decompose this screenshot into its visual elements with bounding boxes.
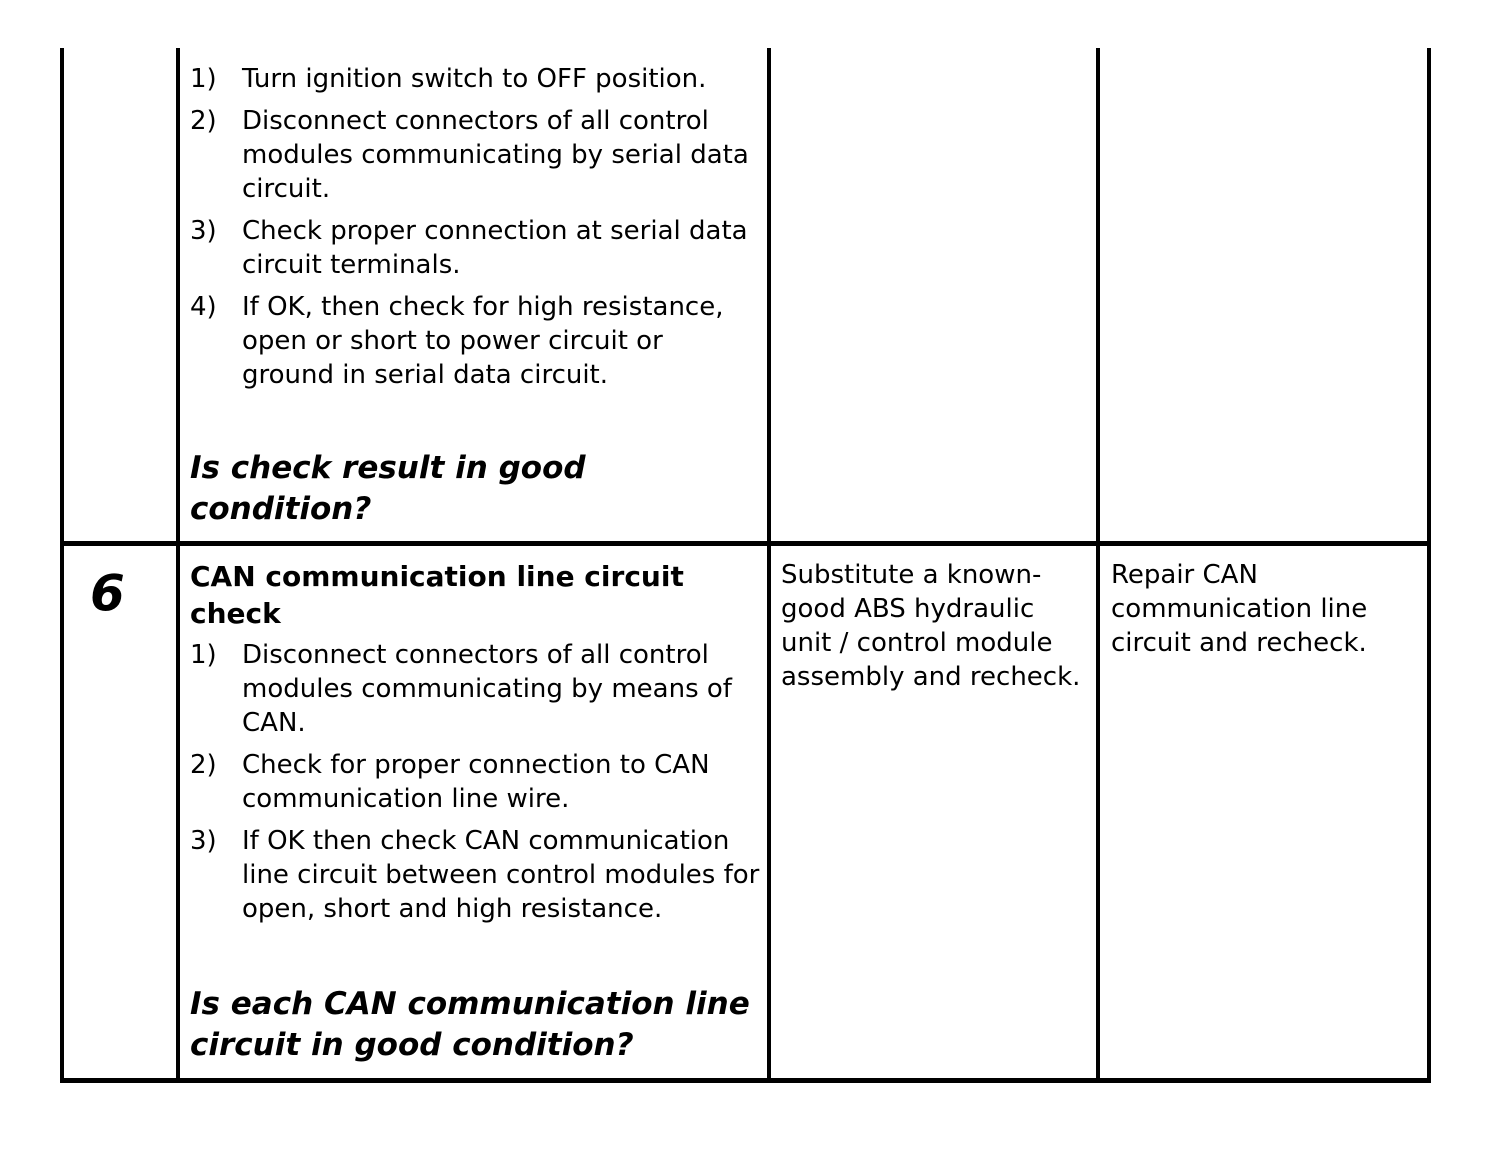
list-item: 3) Check proper connection at serial data circuit terminals.: [190, 216, 748, 280]
top-row-steps: [190, 62, 760, 392]
table-border-bottom: [60, 1078, 1431, 1083]
row6-question: Is each CAN communication line circuit in good condition?: [190, 986, 750, 1063]
list-item: 3) If OK then check CAN communication line circuit between control modules for open, short and high resistance.: [190, 826, 760, 924]
table-border-right: [1427, 48, 1431, 1083]
yes-action: Substitute a known-good ABS hydraulic unit / control module assembly and recheck.: [781, 560, 1081, 692]
list-item: 2) Check for proper connection to CAN communication line wire.: [190, 750, 710, 814]
row-divider: [60, 541, 1431, 546]
step-title: CAN communication line circuit check: [190, 560, 684, 630]
column-divider-1: [176, 48, 180, 1083]
top-row-procedure-cell: [190, 62, 760, 400]
top-row-question: Is check result in good condition?: [190, 450, 586, 527]
row6-steps: [190, 638, 760, 926]
list-item: 1) Turn ignition switch to OFF position.: [190, 64, 707, 94]
column-divider-3: [1096, 48, 1100, 1083]
table-border-left: [60, 48, 64, 1083]
list-item: 2) Disconnect connectors of all control modules communicating by serial data circuit.: [190, 106, 749, 204]
no-action: Repair CAN communication line circuit and recheck.: [1111, 560, 1368, 658]
row6-procedure-cell: [190, 558, 760, 934]
list-item: 4) If OK, then check for high resistance, open or short to power circuit or ground in serial data circuit.: [190, 292, 724, 390]
list-item: 1) Disconnect connectors of all control modules communicating by means of CAN.: [190, 640, 732, 738]
column-divider-2: [767, 48, 771, 1083]
step-number: 6: [90, 564, 125, 622]
